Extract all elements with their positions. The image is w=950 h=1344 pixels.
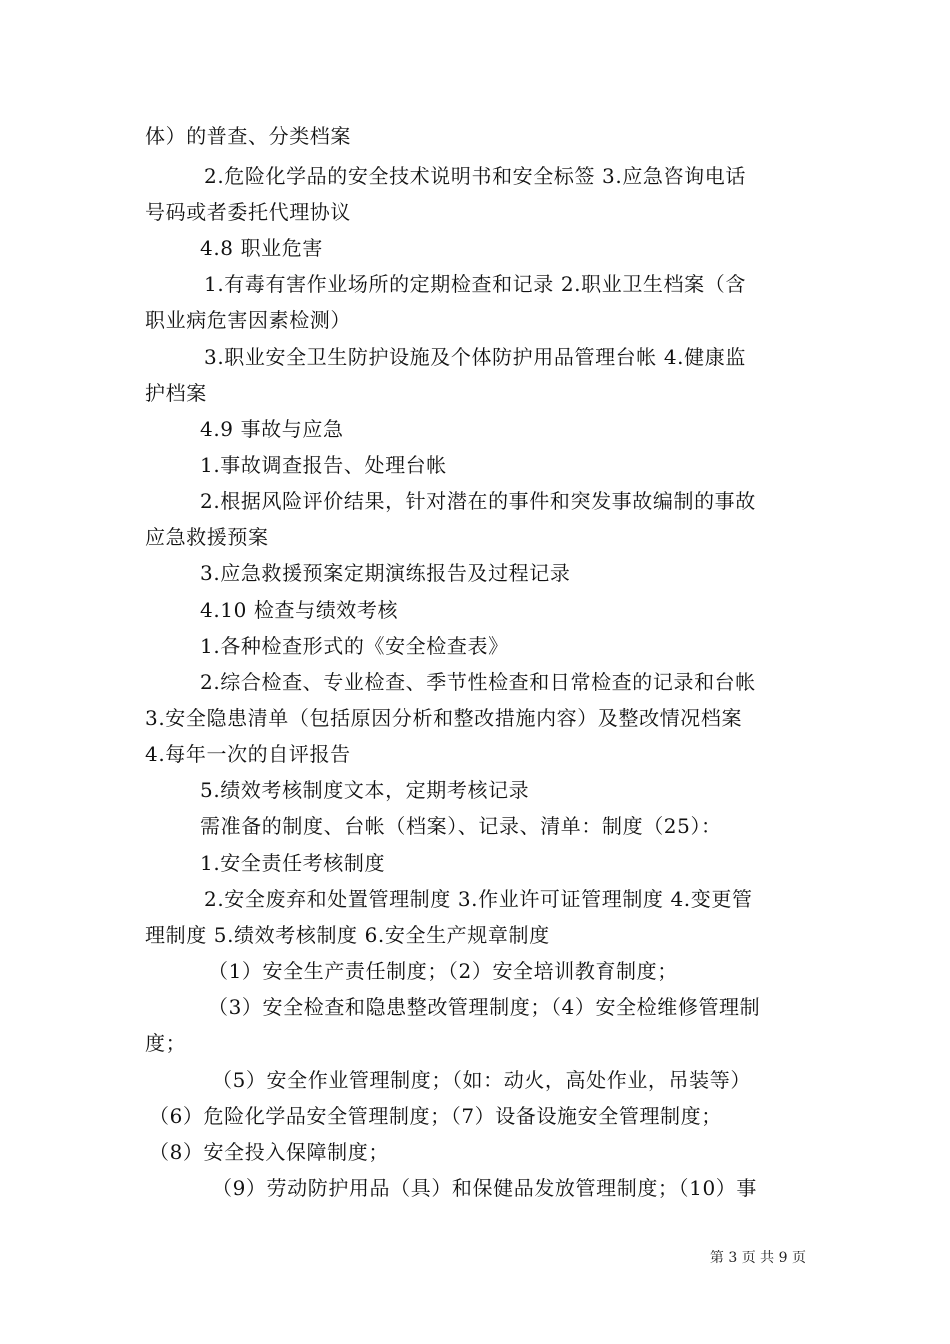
text-line: 5.绩效考核制度文本，定期考核记录 <box>200 778 530 802</box>
text-line: 3.安全隐患清单（包括原因分析和整改措施内容）及整改情况档案 <box>145 706 743 730</box>
text-line: （8）安全投入保障制度； <box>149 1140 389 1164</box>
text-line: 理制度 5.绩效考核制度 6.安全生产规章制度 <box>145 923 550 947</box>
page-number: 第 3 页 共 9 页 <box>709 1250 806 1266</box>
text-line: 1.安全责任考核制度 <box>200 851 386 875</box>
section-heading: 4.9 事故与应急 <box>200 417 344 441</box>
text-line: 职业病危害因素检测） <box>145 308 351 332</box>
text-line: 护档案 <box>145 381 207 405</box>
section-heading: 4.10 检查与绩效考核 <box>200 598 399 622</box>
text-line: 应急救援预案 <box>145 525 269 549</box>
text-line: 2.根据风险评价结果，针对潜在的事件和突发事故编制的事故 <box>200 489 756 513</box>
text-line: 2.安全废弃和处置管理制度 3.作业许可证管理制度 4.变更管 <box>204 887 753 911</box>
text-line: 1.事故调查报告、处理台帐 <box>200 453 447 477</box>
text-line: （1）安全生产责任制度；（2）安全培训教育制度； <box>208 959 678 983</box>
text-line: 1.各种检查形式的《安全检查表》 <box>200 634 509 658</box>
section-heading: 4.8 职业危害 <box>200 236 323 260</box>
text-line: 2.综合检查、专业检查、季节性检查和日常检查的记录和台帐 <box>200 670 756 694</box>
text-line: 3.职业安全卫生防护设施及个体防护用品管理台帐 4.健康监 <box>204 345 746 369</box>
text-line: 需准备的制度、台帐（档案）、记录、清单：制度（25）： <box>200 814 722 838</box>
text-line: 1.有毒有害作业场所的定期检查和记录 2.职业卫生档案（含 <box>204 272 746 296</box>
text-line: 体）的普查、分类档案 <box>145 124 351 148</box>
text-line: （5）安全作业管理制度；（如：动火，高处作业，吊装等） <box>212 1068 751 1092</box>
text-line: （3）安全检查和隐患整改管理制度；（4）安全检维修管理制 <box>208 995 761 1019</box>
text-line: 号码或者委托代理协议 <box>145 200 351 224</box>
text-line: 3.应急救援预案定期演练报告及过程记录 <box>200 561 571 585</box>
text-line: 2.危险化学品的安全技术说明书和安全标签 3.应急咨询电话 <box>204 164 746 188</box>
text-line: 度； <box>145 1031 187 1055</box>
text-line: （6）危险化学品安全管理制度；（7）设备设施安全管理制度； <box>149 1104 722 1128</box>
text-line: （9）劳动防护用品（具）和保健品发放管理制度；（10）事 <box>212 1176 757 1200</box>
text-line: 4.每年一次的自评报告 <box>145 742 351 766</box>
